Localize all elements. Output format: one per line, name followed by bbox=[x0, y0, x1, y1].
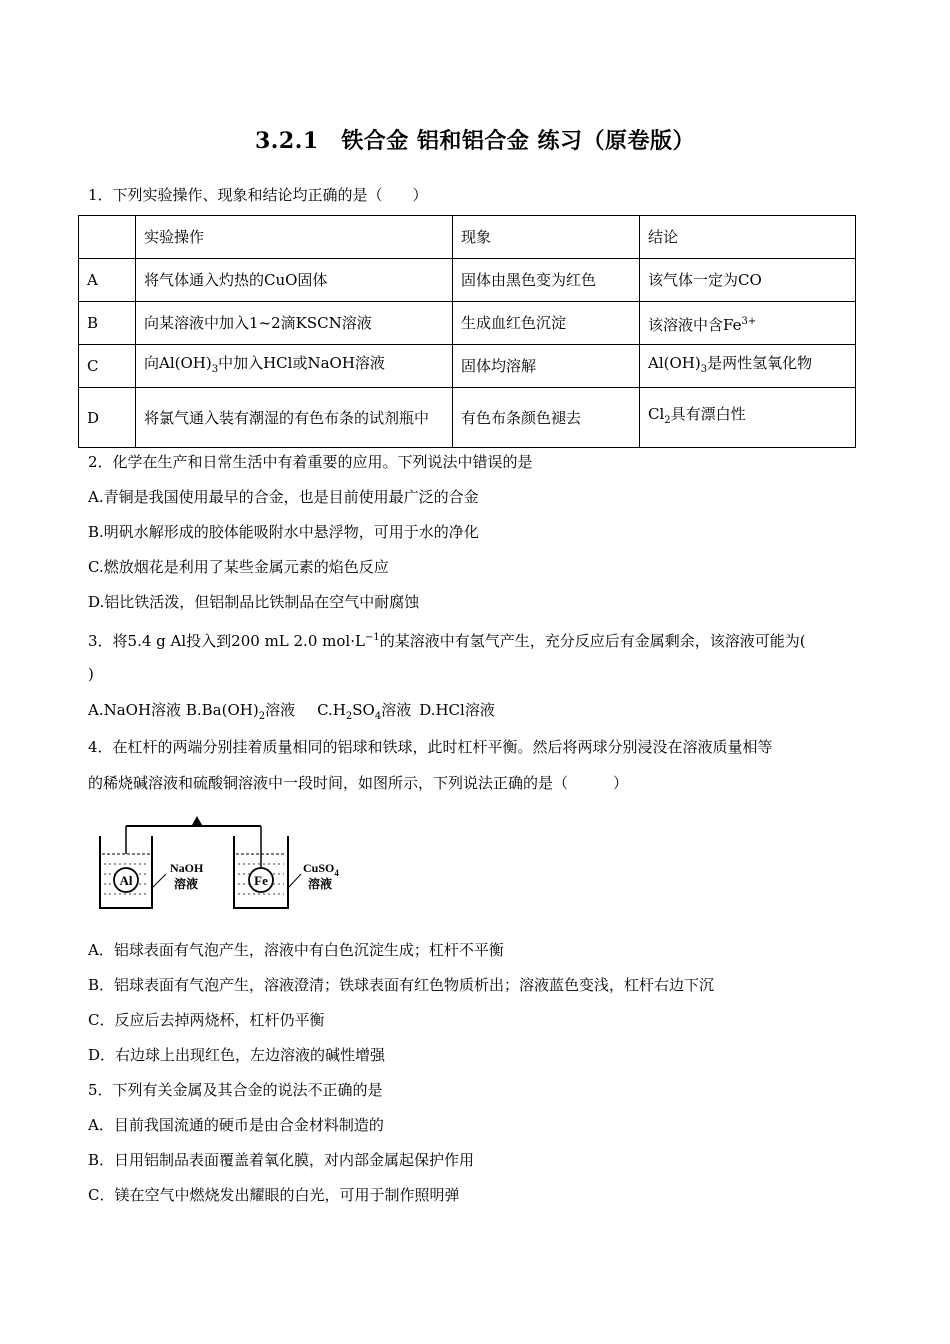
q4-option-a: A．铝球表面有气泡产生，溶液中有白色沉淀生成；杠杆不平衡 bbox=[88, 941, 504, 959]
operation-cell bbox=[136, 345, 453, 388]
operation-text: 中加入HCl或NaOH溶液 bbox=[218, 353, 385, 372]
conclusion-text: Al(OH) bbox=[648, 353, 701, 372]
table-header-cell bbox=[79, 216, 136, 259]
table-header-cell: 结论 bbox=[640, 216, 856, 259]
subscript: 2 bbox=[664, 415, 671, 426]
q3-stem-text: 3．将5.4 g Al投入到200 mL 2.0 mol·L bbox=[88, 632, 365, 650]
q3-option-b-text: B.Ba(OH) bbox=[185, 701, 259, 719]
q3-option-c bbox=[317, 701, 412, 722]
table-row bbox=[79, 388, 856, 448]
q3-option-c-text: C.H bbox=[317, 701, 346, 719]
naoh-label: NaOH bbox=[170, 861, 204, 875]
q3-option-c-text: SO bbox=[352, 701, 375, 719]
table-header-cell: 实验操作 bbox=[136, 216, 453, 259]
table-row bbox=[79, 302, 856, 345]
conclusion-text: Cl bbox=[648, 405, 665, 423]
conclusion-text: 该溶液中含Fe bbox=[648, 315, 742, 334]
q4-option-b: B．铝球表面有气泡产生，溶液澄清；铁球表面有红色物质析出；溶液蓝色变浅，杠杆右边下沉 bbox=[88, 976, 715, 994]
q2-option-b: B.明矾水解形成的胶体能吸附水中悬浮物，可用于水的净化 bbox=[88, 523, 479, 541]
subscript: 2 bbox=[258, 711, 266, 722]
q2-option-d: D.铝比铁活泼，但铝制品比铁制品在空气中耐腐蚀 bbox=[88, 593, 420, 611]
operation-cell: 将氯气通入装有潮湿的有色布条的试剂瓶中 bbox=[136, 388, 453, 448]
left-label-pointer bbox=[152, 874, 166, 888]
q4-option-d: D．右边球上出现红色，左边溶液的碱性增强 bbox=[88, 1046, 386, 1064]
q3-option-c-text: 溶液 bbox=[381, 701, 412, 719]
cuso4-label bbox=[303, 861, 339, 878]
right-label-pointer bbox=[288, 874, 301, 888]
conclusion-cell: 该气体一定为CO bbox=[640, 259, 856, 302]
cuso4-solution-label: 溶液 bbox=[308, 877, 333, 891]
conclusion-cell bbox=[640, 345, 856, 388]
lever-beakers-figure bbox=[96, 808, 356, 913]
operation-cell: 向某溶液中加入1~2滴KSCN溶液 bbox=[136, 302, 453, 345]
phenomenon-cell: 生成血红色沉淀 bbox=[453, 302, 640, 345]
row-label: C bbox=[79, 345, 136, 388]
table-header-row bbox=[79, 216, 856, 259]
page-title: 3.2.1 铁合金 铝和铝合金 练习（原卷版） bbox=[254, 128, 696, 154]
q2-option-a: A.青铜是我国使用最早的合金，也是目前使用最广泛的合金 bbox=[88, 488, 479, 506]
conclusion-text: 是两性氢氧化物 bbox=[707, 353, 813, 372]
row-label: D bbox=[79, 388, 136, 448]
naoh-solution-label: 溶液 bbox=[174, 877, 199, 891]
q3-stem bbox=[88, 628, 806, 651]
q5-option-a: A．目前我国流通的硬币是由合金材料制造的 bbox=[88, 1116, 384, 1134]
table-header-cell: 现象 bbox=[453, 216, 640, 259]
q5-option-b: B．日用铝制品表面覆盖着氧化膜，对内部金属起保护作用 bbox=[88, 1151, 475, 1169]
q3-stem-text: 的某溶液中有氢气产生，充分反应后有金属剩余，该溶液可能为( bbox=[379, 632, 806, 650]
fulcrum-triangle bbox=[192, 816, 202, 825]
q3-option-b bbox=[181, 701, 296, 722]
subscript: 3 bbox=[211, 363, 219, 375]
q2-stem: 2．化学在生产和日常生活中有着重要的应用。下列说法中错误的是 bbox=[88, 453, 533, 471]
phenomenon-cell: 固体均溶解 bbox=[453, 345, 640, 388]
q3-option-b-text: 溶液 bbox=[265, 701, 296, 719]
table-row bbox=[79, 259, 856, 302]
iron-ball-label: Fe bbox=[254, 873, 268, 888]
q2-option-c: C.燃放烟花是利用了某些金属元素的焰色反应 bbox=[88, 558, 389, 576]
cuso4-label-text: CuSO bbox=[303, 861, 335, 875]
q1-table bbox=[78, 215, 856, 448]
q3-stem-line2: ) bbox=[88, 665, 94, 683]
operation-cell: 将气体通入灼热的CuO固体 bbox=[136, 259, 453, 302]
conclusion-text: 具有漂白性 bbox=[670, 405, 746, 423]
superscript: −1 bbox=[364, 632, 380, 643]
phenomenon-cell: 固体由黑色变为红色 bbox=[453, 259, 640, 302]
conclusion-cell bbox=[640, 388, 856, 448]
q4-stem-line2: 的稀烧碱溶液和硫酸铜溶液中一段时间，如图所示，下列说法正确的是（ ） bbox=[88, 774, 629, 792]
q1-stem: 1．下列实验操作、现象和结论均正确的是（ ） bbox=[88, 186, 428, 204]
q3-option-d: D.HCl溶液 bbox=[419, 701, 495, 719]
superscript: 3+ bbox=[741, 315, 757, 327]
table-row bbox=[79, 345, 856, 388]
conclusion-cell bbox=[640, 302, 856, 345]
q4-stem-line1: 4．在杠杆的两端分别挂着质量相同的铝球和铁球，此时杠杆平衡。然后将两球分别浸没在溶液质量相等 bbox=[88, 738, 773, 756]
operation-text: 向Al(OH) bbox=[144, 353, 212, 372]
q3-options bbox=[88, 700, 495, 727]
row-label: A bbox=[79, 259, 136, 302]
subscript: 4 bbox=[374, 711, 382, 722]
row-label: B bbox=[79, 302, 136, 345]
q3-option-a: A.NaOH溶液 bbox=[88, 701, 182, 719]
phenomenon-cell: 有色布条颜色褪去 bbox=[453, 388, 640, 448]
subscript: 2 bbox=[345, 711, 353, 722]
q5-stem: 5．下列有关金属及其合金的说法不正确的是 bbox=[88, 1081, 383, 1099]
q5-option-c: C．镁在空气中燃烧发出耀眼的白光，可用于制作照明弹 bbox=[88, 1186, 460, 1204]
subscript: 4 bbox=[334, 868, 339, 878]
subscript: 3 bbox=[700, 363, 708, 375]
q4-option-c: C．反应后去掉两烧杯，杠杆仍平衡 bbox=[88, 1011, 325, 1029]
aluminum-ball-label: Al bbox=[119, 873, 133, 888]
